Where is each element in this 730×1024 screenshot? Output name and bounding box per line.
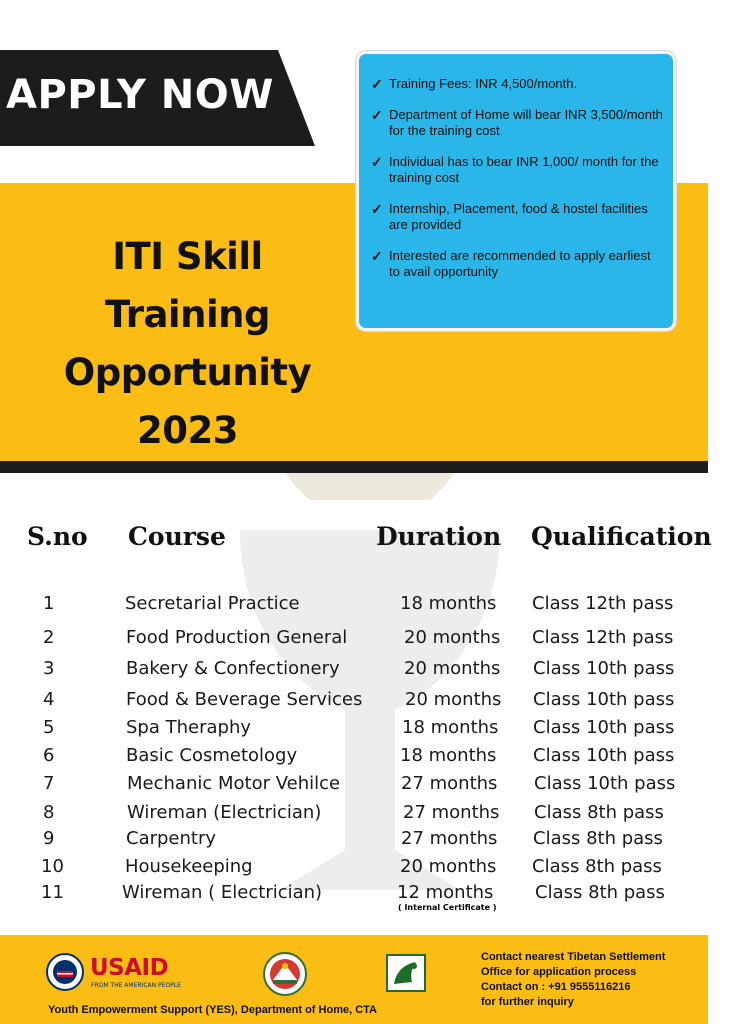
- cell-qualification: Class 8th pass: [534, 802, 664, 823]
- cell-course: Food & Beverage Services: [126, 689, 363, 710]
- cell-duration: 20 months: [405, 689, 502, 710]
- cell-sno: 10: [41, 856, 64, 877]
- cell-qualification: Class 10th pass: [533, 745, 675, 766]
- cell-course: Bakery & Confectionery: [126, 658, 340, 679]
- title-line: 2023: [137, 409, 238, 452]
- cell-qualification: Class 10th pass: [533, 717, 675, 738]
- cell-sno: 3: [43, 658, 55, 679]
- cell-qualification: Class 10th pass: [533, 689, 675, 710]
- cell-qualification: Class 12th pass: [532, 593, 674, 614]
- cell-sno: 1: [43, 593, 55, 614]
- table-row: [0, 773, 730, 801]
- contact-line: Office for application process: [481, 966, 637, 978]
- table-row: [0, 882, 730, 910]
- cell-course: Wireman ( Electrician): [122, 882, 323, 903]
- contact-line: Contact nearest Tibetan Settlement: [481, 951, 666, 963]
- cell-duration: 20 months: [404, 658, 501, 679]
- cell-sno: 2: [43, 627, 55, 648]
- table-row: [0, 745, 730, 773]
- certificate-note: ( Internal Certificate ): [398, 903, 497, 912]
- title-line: Training: [105, 293, 270, 336]
- cell-course: Food Production General: [126, 627, 348, 648]
- cell-duration: 18 months: [400, 593, 497, 614]
- table-row: [0, 828, 730, 856]
- cell-qualification: Class 8th pass: [533, 828, 663, 849]
- cell-course: Mechanic Motor Vehilce: [127, 773, 341, 794]
- contact-line: for further inquiry: [481, 996, 574, 1008]
- footer-caption: Youth Empowerment Support (YES), Department of Home, CTA: [48, 1004, 377, 1016]
- page-title: [40, 228, 335, 460]
- table-row: [0, 593, 730, 621]
- cell-duration: 18 months: [400, 745, 497, 766]
- cell-course: Basic Cosmetology: [126, 745, 298, 766]
- cell-duration: 27 months: [403, 802, 500, 823]
- cell-qualification: Class 10th pass: [533, 658, 675, 679]
- check-icon: ✓: [371, 76, 383, 92]
- check-icon: ✓: [371, 107, 383, 123]
- apply-now-label: APPLY NOW: [6, 72, 274, 118]
- cell-sno: 6: [43, 745, 55, 766]
- info-item: ✓ Department of Home will bear INR 3,500/month for the training cost: [371, 107, 663, 138]
- cell-duration: 20 months: [404, 627, 501, 648]
- info-item: ✓ Training Fees: INR 4,500/month.: [371, 76, 578, 92]
- cell-course: Wireman (Electrician): [127, 802, 322, 823]
- table-row: [0, 658, 730, 686]
- header-course: Course: [128, 522, 226, 551]
- cell-sno: 7: [43, 773, 55, 794]
- info-item: ✓ Interested are recommended to apply earliest to avail opportunity: [371, 248, 651, 279]
- check-icon: ✓: [371, 201, 383, 217]
- header-duration: Duration: [376, 522, 502, 551]
- cell-qualification: Class 12th pass: [532, 627, 674, 648]
- cell-sno: 11: [41, 882, 64, 903]
- table-row: [0, 689, 730, 717]
- table-row: [0, 856, 730, 884]
- contact-line: Contact on : +91 9555116216: [481, 981, 631, 993]
- cell-duration: 27 months: [401, 828, 498, 849]
- cell-qualification: Class 10th pass: [534, 773, 676, 794]
- usaid-logo-text: USAID: [90, 955, 169, 981]
- cta-emblem-icon: [263, 952, 307, 996]
- cell-sno: 5: [43, 717, 55, 738]
- info-item: ✓ Internship, Placement, food & hostel facilities are provided: [371, 201, 648, 232]
- cell-course: Spa Theraphy: [126, 717, 251, 738]
- cell-qualification: Class 8th pass: [535, 882, 665, 903]
- usaid-tagline: FROM THE AMERICAN PEOPLE: [91, 982, 181, 989]
- info-item: ✓ Individual has to bear INR 1,000/ month for the training cost: [371, 154, 659, 185]
- cell-sno: 8: [43, 802, 55, 823]
- cell-sno: 9: [43, 828, 55, 849]
- yes-logo-icon: [386, 954, 426, 992]
- info-box: [356, 51, 676, 331]
- check-icon: ✓: [371, 248, 383, 264]
- check-icon: ✓: [371, 154, 383, 170]
- cell-course: Housekeeping: [125, 856, 253, 877]
- cell-course: Carpentry: [126, 828, 217, 849]
- info-list: [359, 54, 673, 280]
- header-qualification: Qualification: [531, 522, 712, 551]
- usaid-seal-icon: [46, 953, 84, 991]
- header-sno: S.no: [27, 522, 88, 551]
- cell-duration: 18 months: [402, 717, 499, 738]
- title-line: ITI Skill: [112, 235, 263, 278]
- title-line: Opportunity: [63, 351, 312, 394]
- table-row: [0, 627, 730, 655]
- cell-duration: 20 months: [400, 856, 497, 877]
- cell-sno: 4: [43, 689, 55, 710]
- contact-info: [481, 950, 706, 1010]
- divider-bar: [0, 461, 708, 473]
- cell-course: Secretarial Practice: [125, 593, 300, 614]
- cell-duration: 27 months: [401, 773, 498, 794]
- cell-duration: 12 months: [397, 882, 494, 903]
- table-row: [0, 802, 730, 830]
- table-row: [0, 717, 730, 745]
- cell-qualification: Class 8th pass: [532, 856, 662, 877]
